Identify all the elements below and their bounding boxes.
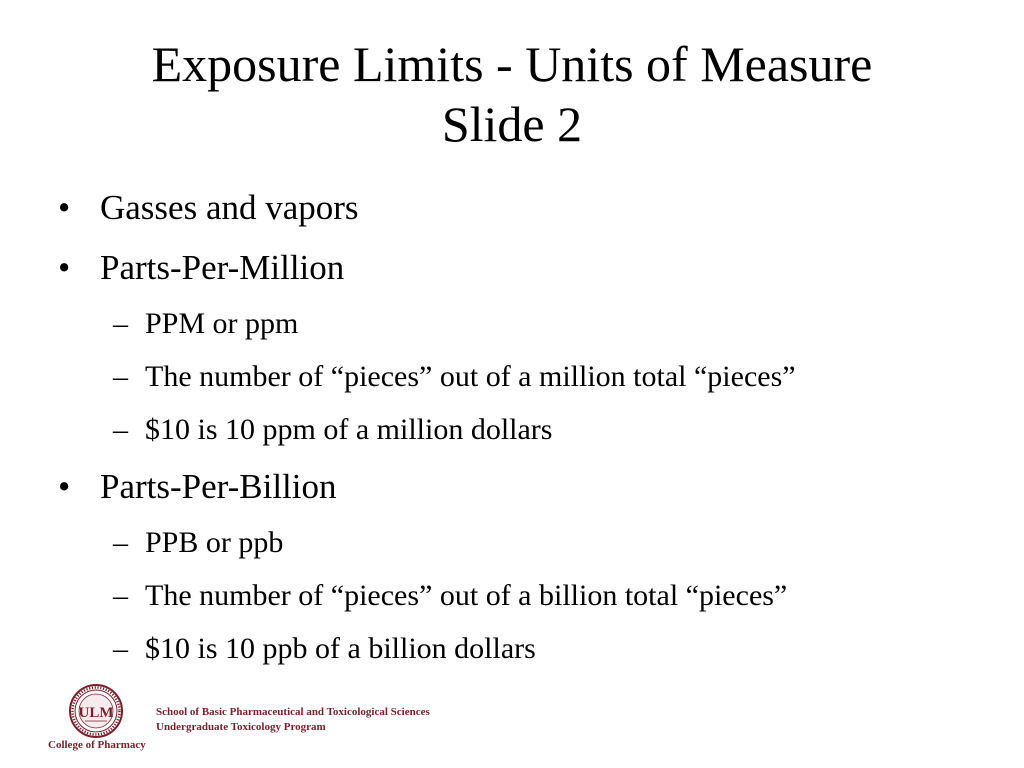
sub-bullet-text: $10 is 10 ppm of a million dollars [145, 413, 553, 446]
bullet-list [58, 187, 998, 666]
sub-bullet-text: PPB or ppb [145, 526, 284, 559]
bullet-item [58, 466, 998, 507]
sub-bullet-item [58, 306, 998, 341]
dash-marker: – [113, 307, 128, 340]
sub-bullet-item [58, 631, 998, 666]
sub-bullet-item [58, 412, 998, 447]
dash-marker: – [113, 413, 128, 446]
college-logo [48, 684, 146, 756]
sub-bullet-item [58, 578, 998, 613]
bullet-text: Gasses and vapors [100, 188, 359, 227]
bullet-marker: • [58, 188, 71, 227]
sub-bullet-text: The number of “pieces” out of a million total “pieces” [145, 360, 796, 393]
university-seal-icon [69, 684, 123, 738]
footer-school-name: School of Basic Pharmaceutical and Toxicological Sciences [156, 706, 430, 718]
sub-bullet-item [58, 359, 998, 394]
svg-text:ULM: ULM [78, 705, 114, 721]
dash-marker: – [113, 360, 128, 393]
sub-bullet-item [58, 525, 998, 560]
slide-title [0, 34, 1024, 154]
slide-title-line-1: Exposure Limits - Units of Measure [151, 36, 873, 92]
bullet-marker: • [58, 248, 71, 287]
bullet-text: Parts-Per-Million [100, 248, 345, 287]
bullet-item [58, 247, 998, 288]
bullet-text: Parts-Per-Billion [100, 467, 337, 506]
bullet-marker: • [58, 467, 71, 506]
college-name: College of Pharmacy [48, 739, 146, 751]
bullet-item [58, 187, 998, 228]
footer-text [156, 705, 430, 735]
sub-bullet-text: $10 is 10 ppb of a billion dollars [145, 632, 536, 665]
footer-program-name: Undergraduate Toxicology Program [156, 721, 326, 733]
sub-bullet-text: PPM or ppm [145, 307, 299, 340]
sub-bullet-text: The number of “pieces” out of a billion total “pieces” [145, 579, 788, 612]
dash-marker: – [113, 632, 128, 665]
slide-title-line-2: Slide 2 [441, 96, 583, 152]
dash-marker: – [113, 526, 128, 559]
dash-marker: – [113, 579, 128, 612]
